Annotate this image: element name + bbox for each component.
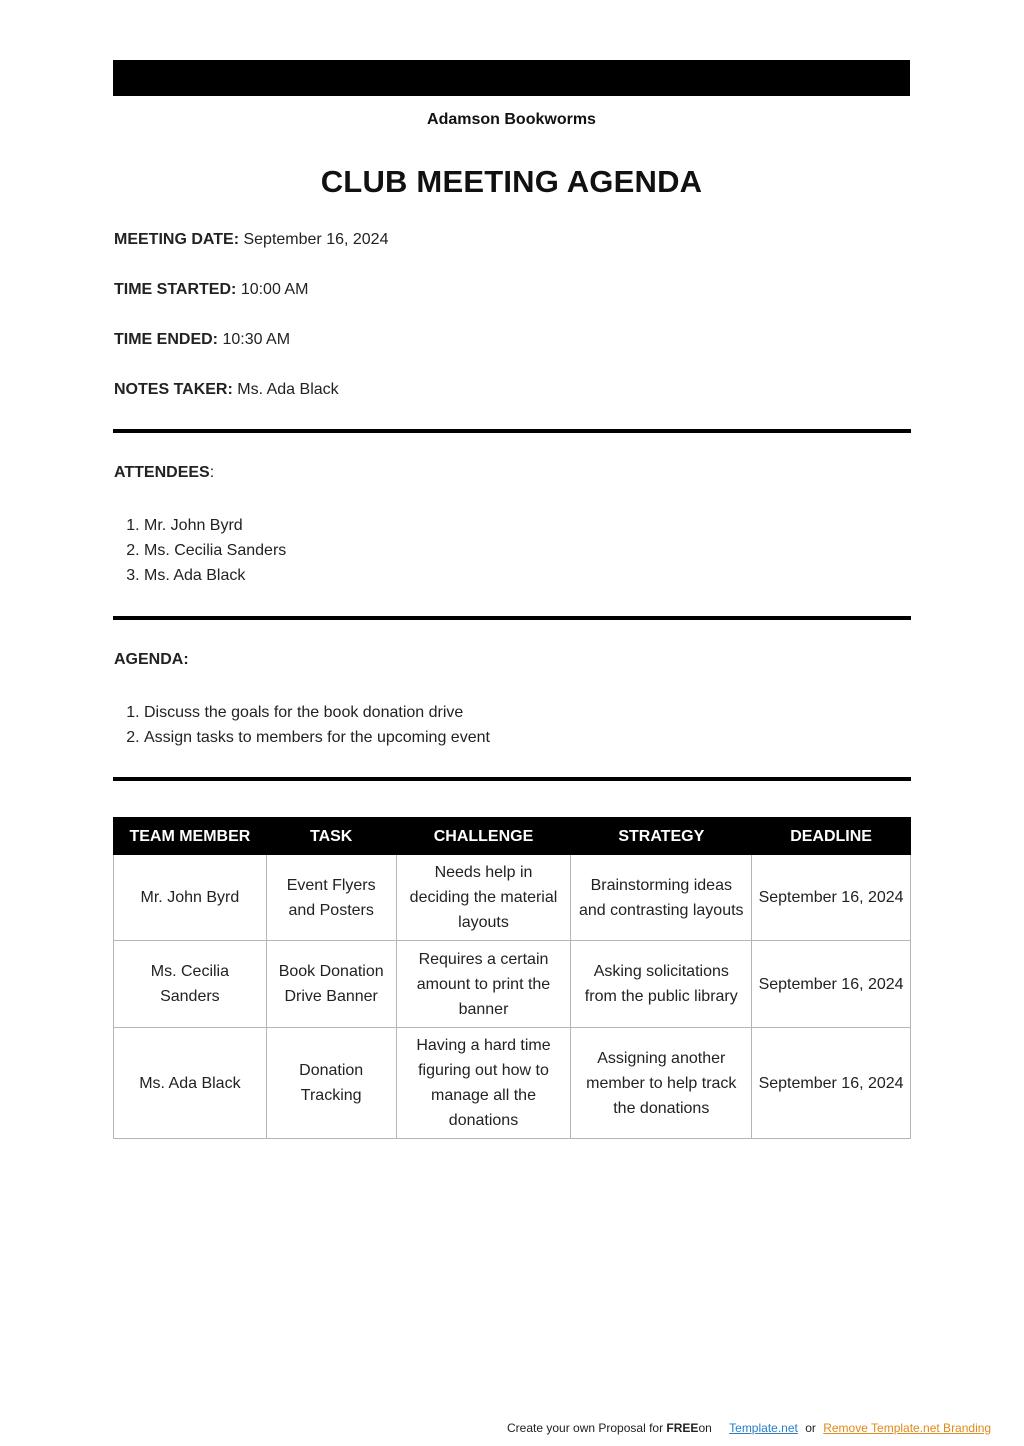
header-challenge: CHALLENGE — [396, 818, 571, 855]
list-item: 1. Discuss the goals for the book donation drive — [144, 700, 910, 725]
document-title: CLUB MEETING AGENDA — [320, 164, 703, 199]
table-row — [114, 1028, 911, 1139]
time-started-value: 10:00 AM — [240, 281, 309, 298]
footer-on: on — [698, 1421, 712, 1435]
notes-taker-value: Ms. Ada Black — [237, 381, 339, 398]
header-team-member: TEAM MEMBER — [114, 818, 267, 855]
agenda-heading: AGENDA: — [114, 651, 189, 668]
cell-task: Donation Tracking — [266, 1028, 396, 1139]
notes-taker-label: NOTES TAKER: — [114, 381, 233, 398]
list-item: 1. Mr. John Byrd — [144, 513, 910, 538]
section-divider — [113, 429, 911, 433]
cell-strategy: Asking solicitations from the public library — [571, 941, 752, 1028]
time-ended-label: TIME ENDED: — [114, 331, 218, 348]
cell-task: Event Flyers and Posters — [266, 855, 396, 941]
cell-strategy: Assigning another member to help track the donations — [571, 1028, 752, 1139]
organization-name: Adamson Bookworms — [427, 111, 596, 128]
time-started-label: TIME STARTED: — [114, 281, 237, 298]
table-row — [114, 941, 911, 1028]
table-header-row — [114, 818, 911, 855]
header-deadline: DEADLINE — [752, 818, 911, 855]
header-bar — [113, 60, 910, 96]
cell-deadline: September 16, 2024 — [752, 941, 911, 1028]
meeting-date-value: September 16, 2024 — [243, 231, 389, 248]
footer-free: FREE — [666, 1421, 699, 1435]
header-task: TASK — [266, 818, 396, 855]
footer-text: Create your own Proposal for — [507, 1421, 667, 1435]
cell-deadline: September 16, 2024 — [752, 1028, 911, 1139]
notes-taker — [114, 380, 910, 400]
footer-or: or — [805, 1421, 816, 1435]
cell-challenge: Needs help in deciding the material layouts — [396, 855, 571, 941]
meeting-date — [114, 230, 910, 250]
table-row — [114, 855, 911, 941]
list-item: 2. Assign tasks to members for the upcoming event — [144, 725, 910, 750]
time-started — [114, 280, 910, 300]
list-item: 2. Ms. Cecilia Sanders — [144, 538, 910, 563]
cell-deadline: September 16, 2024 — [752, 855, 911, 941]
header-strategy: STRATEGY — [571, 818, 752, 855]
cell-member: Ms. Ada Black — [114, 1028, 267, 1139]
list-item: 3. Ms. Ada Black — [144, 563, 910, 588]
time-ended-value: 10:30 AM — [222, 331, 291, 348]
cell-challenge: Requires a certain amount to print the banner — [396, 941, 571, 1028]
document-page — [113, 60, 910, 1139]
attendees-label: ATTENDEES — [114, 464, 210, 481]
cell-member: Ms. Cecilia Sanders — [114, 941, 267, 1028]
attendees-heading — [114, 463, 910, 483]
cell-strategy: Brainstorming ideas and contrasting layouts — [571, 855, 752, 941]
time-ended — [114, 330, 910, 350]
remove-branding-link[interactable]: Remove Template.net Branding — [823, 1421, 992, 1435]
section-divider — [113, 616, 911, 620]
cell-challenge: Having a hard time figuring out how to manage all the donations — [396, 1028, 571, 1139]
agenda-list — [113, 700, 910, 750]
section-divider — [113, 777, 911, 781]
task-table — [113, 817, 911, 1139]
cell-task: Book Donation Drive Banner — [266, 941, 396, 1028]
template-net-link[interactable]: Template.net — [729, 1421, 798, 1435]
attendees-list — [113, 513, 910, 588]
cell-member: Mr. John Byrd — [114, 855, 267, 941]
meeting-date-label: MEETING DATE: — [114, 231, 240, 248]
branding-footer — [507, 1420, 991, 1436]
attendees-colon: : — [209, 464, 215, 481]
